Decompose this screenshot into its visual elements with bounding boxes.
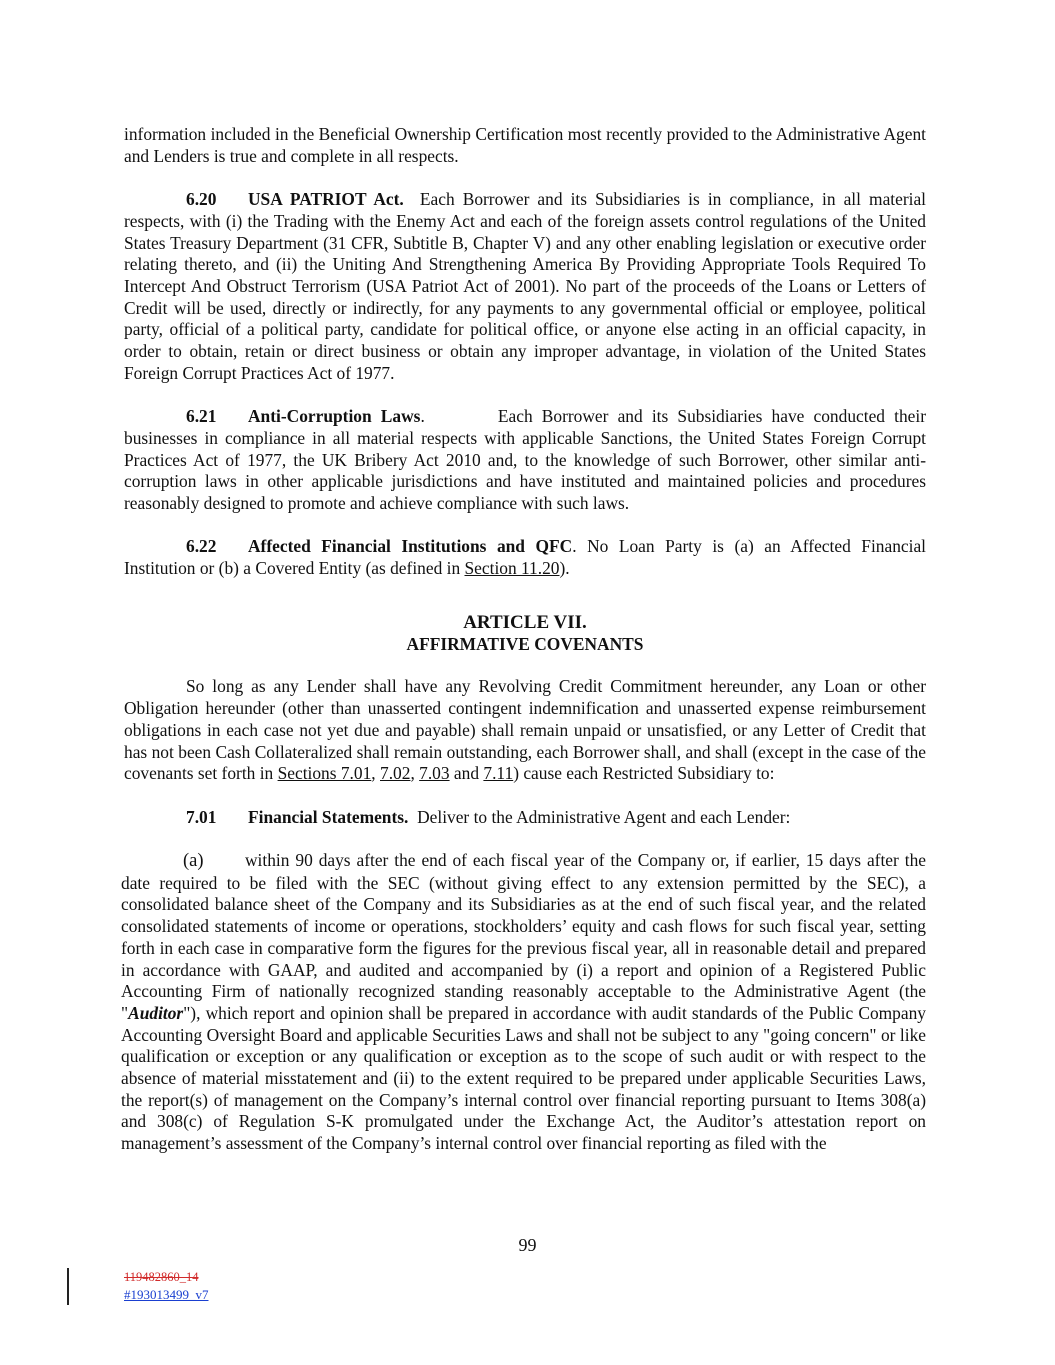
section-6-20 <box>124 189 926 384</box>
cross-reference: 7.11 <box>483 763 514 784</box>
section-body: Each Borrower and its Subsidiaries have conducted their businesses in compliance in all material respects with applicable Sanctions, the United States Foreign Corrupt Practices Act of 1977, the UK Bribery Act 2010 and, to the knowledge of such Borrower, other similar anti-corruption laws in other applicable jurisdictions and have instituted and maintained policies and procedures reasonably designed to promote and achieve compliance with such laws. <box>124 406 926 513</box>
section-body: Each Borrower and its Subsidiaries is in compliance, in all material respects, with (i) the Trading with the Enemy Act and each of the foreign assets control regulations of the United States Treasury Department (31 CFR, Subtitle B, Chapter V) and any other enabling legislation or executive order relating thereto, and (ii) the Uniting And Strengthening America By Providing Appropriate Tools Required To Intercept And Obstruct Terrorism (USA Patriot Act of 2001). No part of the proceeds of the Loans or Letters of Credit will be used, directly or indirectly, for any payments to any governmental official or employee, political party, official of a political party, candidate for political office, or anyone else acting in an official capacity, in order to obtain, retain or direct business or obtain any improper advantage, in violation of the United States Foreign Corrupt Practices Act of 1977. <box>124 189 927 383</box>
clause-a <box>121 850 926 1155</box>
preamble-text: So long as any Lender shall have any Revolving Credit Commitment hereunder, any Loan or other Obligation hereunder (other than unasserted contingent indemnification and unasserted expense reimbursement obligations in each case not yet due and payable) shall remain unpaid or unsatisfied, or any Letter of Credit that has not been Cash Collateralized shall remain outstanding, each Borrower shall, and shall (except in the case of the covenants set forth in <box>124 676 926 784</box>
defined-term: Auditor <box>128 1002 184 1023</box>
separator: , <box>410 763 420 784</box>
section-6-21 <box>124 406 926 515</box>
section-number: 6.22 <box>186 536 217 557</box>
section-number: 6.21 <box>186 406 217 427</box>
section-heading: Financial Statements. <box>248 806 409 827</box>
section-number: 7.01 <box>186 806 217 827</box>
clause-text-end: "), which report and opinion shall be prepared in accordance with audit standards of the Public Company Accounting Oversight Board and applicable Securities Laws and shall not be subject to any "going concern" or like qualification or exception or any qualification or exception as to the scope of such audit or with respect to the absence of material misstatement and (ii) to the extent required to be prepared under applicable Securities Laws, the report(s) of management on the Company’s internal control over financial reporting pursuant to Items 308(a) and 308(c) of Regulation S-K promulgated under the Exchange Act, the Auditor’s attestation report on management’s assessment of the Company’s internal control over financial reporting as filed with the <box>121 1002 926 1154</box>
article-heading <box>124 612 926 655</box>
separator: , <box>371 763 380 784</box>
article-preamble <box>124 676 926 785</box>
cross-reference: 7.03 <box>419 763 450 784</box>
section-6-22 <box>124 536 926 579</box>
change-bar <box>67 1268 69 1305</box>
section-heading: USA PATRIOT Act. <box>248 189 404 210</box>
document-page <box>121 124 927 1155</box>
section-body-end: ). <box>559 558 570 579</box>
section-heading: Anti-Corruption Laws <box>248 406 421 427</box>
cross-reference: 7.02 <box>380 763 411 784</box>
section-number: 6.20 <box>186 189 217 210</box>
cross-reference: Sections 7.01 <box>277 763 372 784</box>
intro-paragraph: information included in the Beneficial Ownership Certification most recently provided to the Administrative Agent and Lenders is true and complete in all respects. <box>124 124 926 166</box>
page-number: 99 <box>518 1235 537 1255</box>
cross-reference: Section 11.20 <box>464 558 560 579</box>
section-body: Deliver to the Administrative Agent and each Lender: <box>417 806 791 827</box>
article-title: ARTICLE VII. <box>463 611 587 633</box>
section-body: . No Loan Party is (a) an Affected Financial Institution or (b) a Covered Entity (as defined in <box>124 536 926 579</box>
article-subtitle: AFFIRMATIVE COVENANTS <box>406 633 644 654</box>
heading-period: . <box>420 406 425 427</box>
clause-text: within 90 days after the end of each fiscal year of the Company or, if earlier, 15 days after the date required to be filed with the SEC (without giving effect to any extension permitted by the SEC), a consolidated balance sheet of the Company and its Subsidiaries as at the end of such fiscal year, and the related consolidated statements of income or operations, stockholders’ equity and cash flows for such fiscal year, setting forth in each case in comparative form the figures for the previous fiscal year, all in reasonable detail and prepared in accordance with GAAP, and audited and accompanied by (i) a report and opinion of a Registered Public Accounting Firm of nationally recognized standing reasonably acceptable to the Administrative Agent (the " <box>121 850 926 1023</box>
preamble-text-end: ) cause each Restricted Subsidiary to: <box>513 763 775 784</box>
section-7-01 <box>124 807 926 829</box>
separator: and <box>449 763 484 784</box>
clause-label: (a) <box>183 851 204 871</box>
document-id-inserted: #193013499_v7 <box>124 1287 209 1302</box>
section-heading: Affected Financial Institutions and QFC <box>248 536 573 557</box>
document-id-deleted: 119482860_14 <box>124 1270 199 1284</box>
